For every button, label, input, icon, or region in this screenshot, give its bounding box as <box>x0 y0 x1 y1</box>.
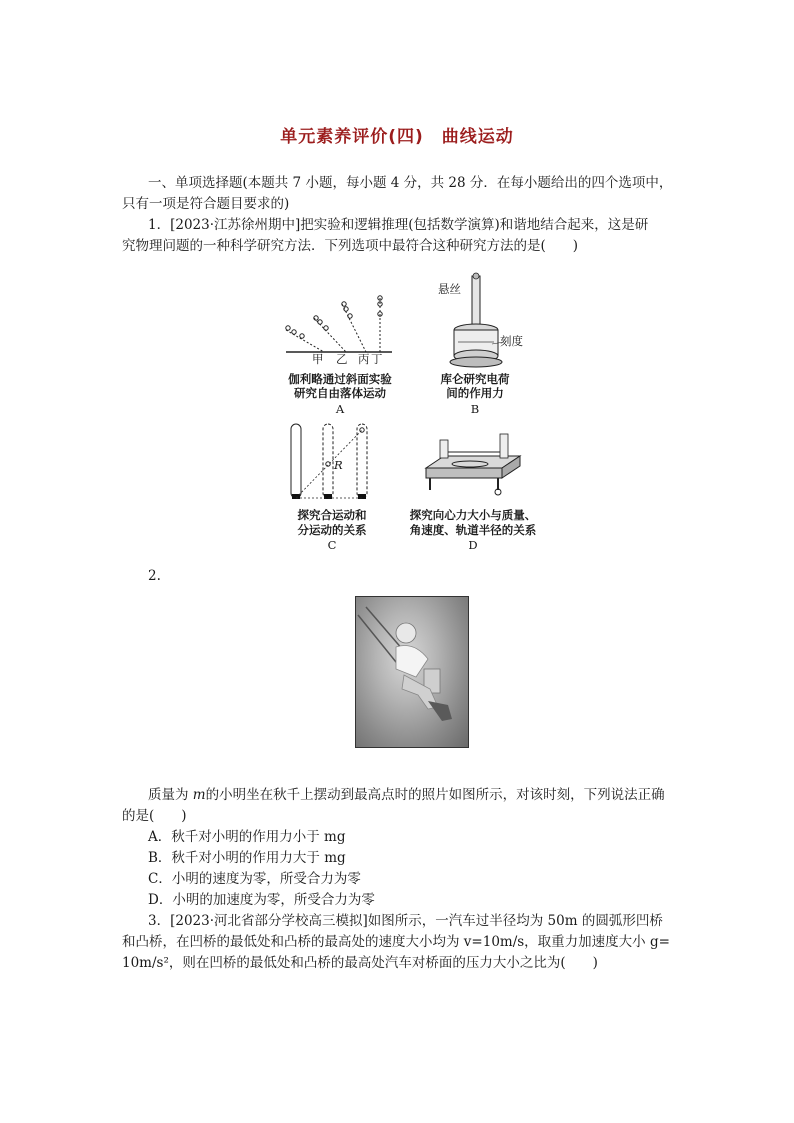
q2-stem-line1: 质量为 m的小明坐在秋千上摆动到最高点时的照片如图所示，对该时刻，下列说法正确 <box>148 787 665 803</box>
figure-a-caption-line1: 伽利略通过斜面实验 <box>288 372 392 386</box>
figure-d-caption-line1: 探究向心力大小与质量、 <box>409 508 537 522</box>
q1-stem-line1: 1．[2023·江苏徐州期中]把实验和逻辑推理(包括数学演算)和谐地结合起来，这是研 <box>148 217 649 233</box>
section-instruction-line2: 只有一项是符合题目要求的) <box>122 196 290 212</box>
figure-a-label-jia: 甲 <box>312 352 324 366</box>
q3-stem-line3: 10m/s²，则在凹桥的最低处和凸桥的最高处汽车对桥面的压力大小之比为( ) <box>122 955 598 971</box>
figure-b-label-scale: 刻度 <box>500 334 523 348</box>
figure-d-letter: D <box>468 538 478 552</box>
q2-stem-line2: 的是( ) <box>122 808 187 824</box>
figure-d-caption-line2: 角速度、轨道半径的关系 <box>409 523 537 537</box>
figure-a-caption-line2: 研究自由落体运动 <box>294 386 386 400</box>
figure-a-label-ding: 丁 <box>371 352 383 366</box>
figure-c-label-r: R <box>334 458 343 472</box>
figure-b-letter: B <box>470 402 480 416</box>
q2-option-b: B．秋千对小明的作用力大于 mg <box>148 850 346 866</box>
figure-c-letter: C <box>327 538 337 552</box>
figure-c-caption-line2: 分运动的关系 <box>297 523 367 537</box>
q2-option-a: A．秋千对小明的作用力小于 mg <box>148 829 346 845</box>
q3-stem-line1: 3．[2023·河北省部分学校高三模拟]如图所示，一汽车过半径均为 50m 的圆弧形凹桥 <box>148 913 663 929</box>
q2-option-d: D．小明的加速度为零，所受合力为零 <box>148 892 375 908</box>
swing-photo <box>355 596 469 748</box>
page-title: 单元素养评价(四) 曲线运动 <box>280 127 514 147</box>
q2-option-c: C．小明的速度为零，所受合力为零 <box>148 871 361 887</box>
figure-b-caption-line2: 间的作用力 <box>446 386 504 400</box>
figure-b-label-wire: 悬丝 <box>438 282 461 296</box>
figure-b-caption-line1: 库仑研究电荷 <box>440 372 510 386</box>
figure-a-label-bing: 丙 <box>358 352 370 366</box>
figure-a-label-yi: 乙 <box>336 352 348 366</box>
figure-a-letter: A <box>335 402 345 416</box>
figure-c-tubes <box>287 422 377 502</box>
figure-d-centripetal-apparatus <box>420 432 524 502</box>
section-instruction-line1: 一、单项选择题(本题共 7 小题，每小题 4 分，共 28 分．在每小题给出的四个选项中， <box>148 175 673 191</box>
figure-c-caption-line1: 探究合运动和 <box>297 508 367 522</box>
q2-number: 2. <box>148 568 161 584</box>
q1-stem-line2: 究物理问题的一种科学研究方法．下列选项中最符合这种研究方法的是( ) <box>122 238 579 254</box>
q3-stem-line2: 和凸桥，在凹桥的最低处和凸桥的最高处的速度大小均为 v=10m/s，取重力加速度大小 g= <box>122 934 670 950</box>
